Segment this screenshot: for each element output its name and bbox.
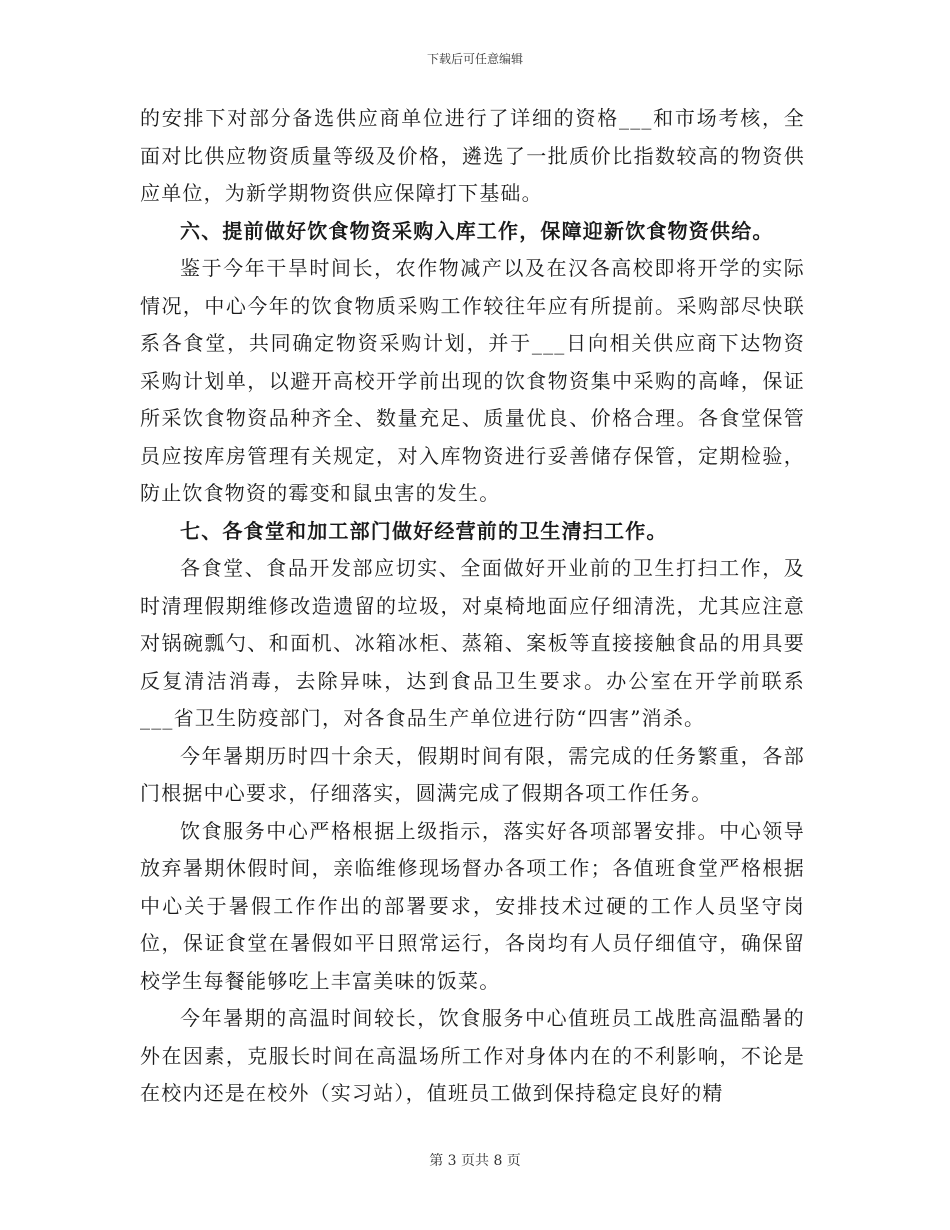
page-footer: 第 3 页共 8 页: [429, 1153, 521, 1169]
paragraph-3: 鉴于今年干旱时间长，农作物减产以及在汉各高校即将开学的实际情况，中心今年的饮食物质采购工作较往年应有所提前。采购部尽快联系各食堂，共同确定物资采购计划，并于___日向相关供应商下达物资采购计划单，以避开高校开学前出现的饮食物资集中采购的高峰，保证所采饮食物资品种齐全、数量充足、质量优良、价格合理。各食堂保管员应按库房管理有关规定，对入库物资进行妥善储存保管，定期检验，防止饮食物资的霉变和鼠虫害的发生。: [140, 256, 805, 505]
paragraph-5: 各食堂、食品开发部应切实、全面做好开业前的卫生打扫工作，及时清理假期维修改造遗留的垃圾，对桌椅地面应仔细清洗，尤其应注意对锅碗瓢勺、和面机、冰箱冰柜、蒸箱、案板等直接接触食品的用具要反复清洁消毒，去除异味，达到食品卫生要求。办公室在开学前联系___省卫生防疫部门，对各食品生产单位进行防“四害”消杀。: [140, 556, 805, 730]
page-header: 下载后可任意编辑: [426, 52, 523, 66]
paragraph-6: 今年暑期历时四十余天，假期时间有限，需完成的任务繁重，各部门根据中心要求，仔细落实，圆满完成了假期各项工作任务。: [140, 743, 805, 805]
section-heading-7: 七、各食堂和加工部门做好经营前的卫生清扫工作。: [180, 518, 668, 543]
paragraph-1: 的安排下对部分备选供应商单位进行了详细的资格___和市场考核，全面对比供应物资质量等级及价格，遴选了一批质价比指数较高的物资供应单位，为新学期物资供应保障打下基础。: [140, 106, 805, 205]
section-heading-6: 六、提前做好饮食物资采购入库工作，保障迎新饮食物资供给。: [180, 218, 774, 243]
paragraph-7: 饮食服务中心严格根据上级指示，落实好各项部署安排。中心领导放弃暑期休假时间，亲临维修现场督办各项工作；各值班食堂严格根据中心关于暑假工作作出的部署要求，安排技术过硬的工作人员坚守岗位，保证食堂在暑假如平日照常运行，各岗均有人员仔细值守，确保留校学生每餐能够吃上丰富美味的饭菜。: [140, 818, 805, 993]
paragraph-8: 今年暑期的高温时间较长，饮食服务中心值班员工战胜高温酷暑的外在因素，克服长时间在高温场所工作对身体内在的不利影响，不论是在校内还是在校外（实习站），值班员工做到保持稳定良好的精: [140, 1006, 805, 1105]
document-body: [140, 100, 805, 1113]
